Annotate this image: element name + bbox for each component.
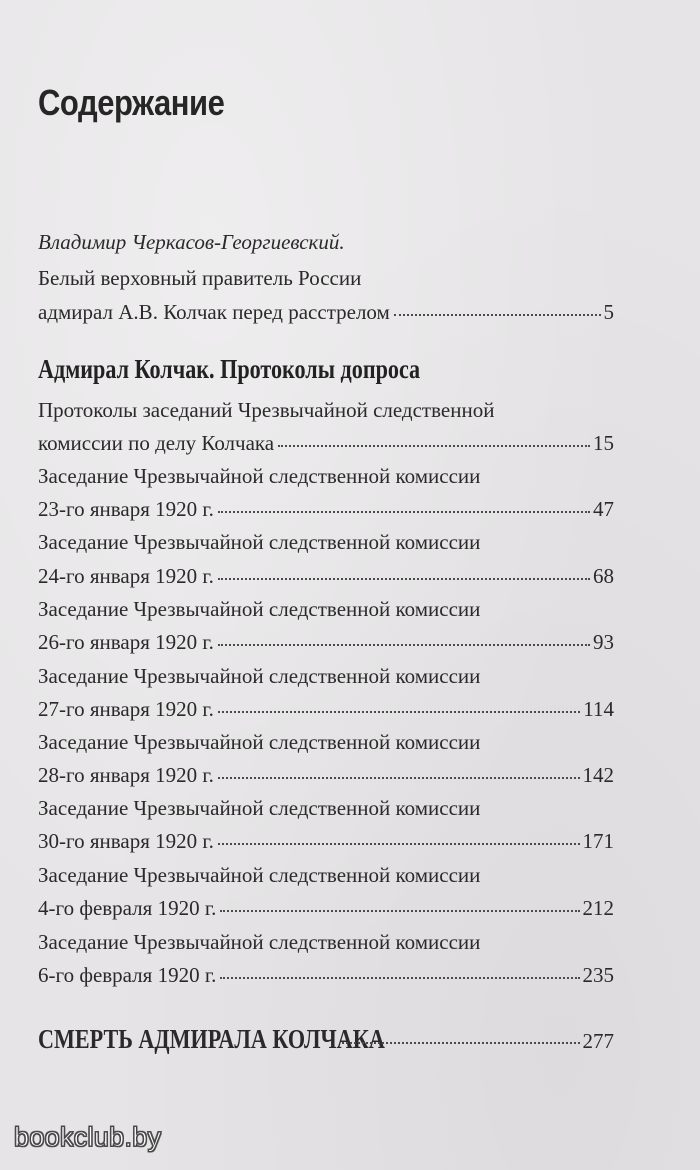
toc-entry[interactable] [38,760,614,790]
toc-entry[interactable] [38,627,614,657]
toc-entry-line1: Заседание Чрезвычайной следственной комиссии [38,530,481,554]
leader-dots [218,643,590,646]
toc-entry[interactable] [38,561,614,591]
toc-entry-line1: Заседание Чрезвычайной следственной комиссии [38,930,481,954]
watermark-logo: bookclub.by [14,1122,162,1152]
toc-entry-line1: Заседание Чрезвычайной следственной комиссии [38,730,481,754]
page-number: 235 [582,963,614,987]
entry-label: 6-го февраля 1920 г. [38,963,217,987]
intro-author: Владимир Черкасов-Георгиевский. [38,230,345,254]
page-number: 93 [593,630,614,654]
page-number: 142 [582,763,614,787]
toc-entry[interactable] [38,428,614,458]
page-number: 15 [593,431,614,455]
intro-line1: Белый верховный правитель России [38,266,362,290]
toc-entry[interactable] [38,694,614,724]
toc-entry-line1: Заседание Чрезвычайной следственной комиссии [38,796,481,820]
intro-entry[interactable] [38,297,614,327]
leader-dots [218,510,590,513]
entry-label: 23-го января 1920 г. [38,497,214,521]
page-number: 171 [582,829,614,853]
page-number: 212 [582,896,614,920]
leader-dots [218,842,580,845]
toc-entry-death[interactable] [38,1022,614,1056]
leader-dots [394,313,601,316]
entry-label: комиссии по делу Колчака [38,431,275,455]
page-number: 277 [582,1029,614,1053]
entry-label: адмирал А.В. Колчак перед расстрелом [38,300,390,324]
page-number: 68 [593,564,614,588]
entry-label: 26-го января 1920 г. [38,630,214,654]
entry-label: 24-го января 1920 г. [38,564,214,588]
toc-entry[interactable] [38,893,614,923]
toc-entry-line1: Заседание Чрезвычайной следственной комиссии [38,464,481,488]
entry-label: 30-го января 1920 г. [38,829,214,853]
toc-entry[interactable] [38,960,614,990]
toc-entry[interactable] [38,494,614,524]
toc-entry-line1: Заседание Чрезвычайной следственной комиссии [38,664,481,688]
leader-dots [218,710,580,713]
entry-label: 28-го января 1920 г. [38,763,214,787]
leader-dots [342,1042,580,1044]
entry-label: 4-го февраля 1920 г. [38,896,217,920]
leader-dots [218,776,580,779]
page-title: Содержание [38,82,225,123]
toc-entry-line1: Заседание Чрезвычайной следственной комиссии [38,863,481,887]
toc-entry-line1: Протоколы заседаний Чрезвычайной следственной [38,398,495,422]
page-number: 47 [593,497,614,521]
leader-dots [220,976,579,979]
section-heading-death: СМЕРТЬ АДМИРАЛА КОЛЧАКА [38,1024,385,1054]
leader-dots [220,909,579,912]
toc-entry-line1: Заседание Чрезвычайной следственной комиссии [38,597,481,621]
section-heading-protocols: Адмирал Колчак. Протоколы допроса [38,354,421,384]
leader-dots [218,577,590,580]
toc-entry[interactable] [38,826,614,856]
leader-dots [278,444,590,447]
page-number: 5 [603,300,614,324]
entry-label: 27-го января 1920 г. [38,697,214,721]
page-number: 114 [583,697,614,721]
